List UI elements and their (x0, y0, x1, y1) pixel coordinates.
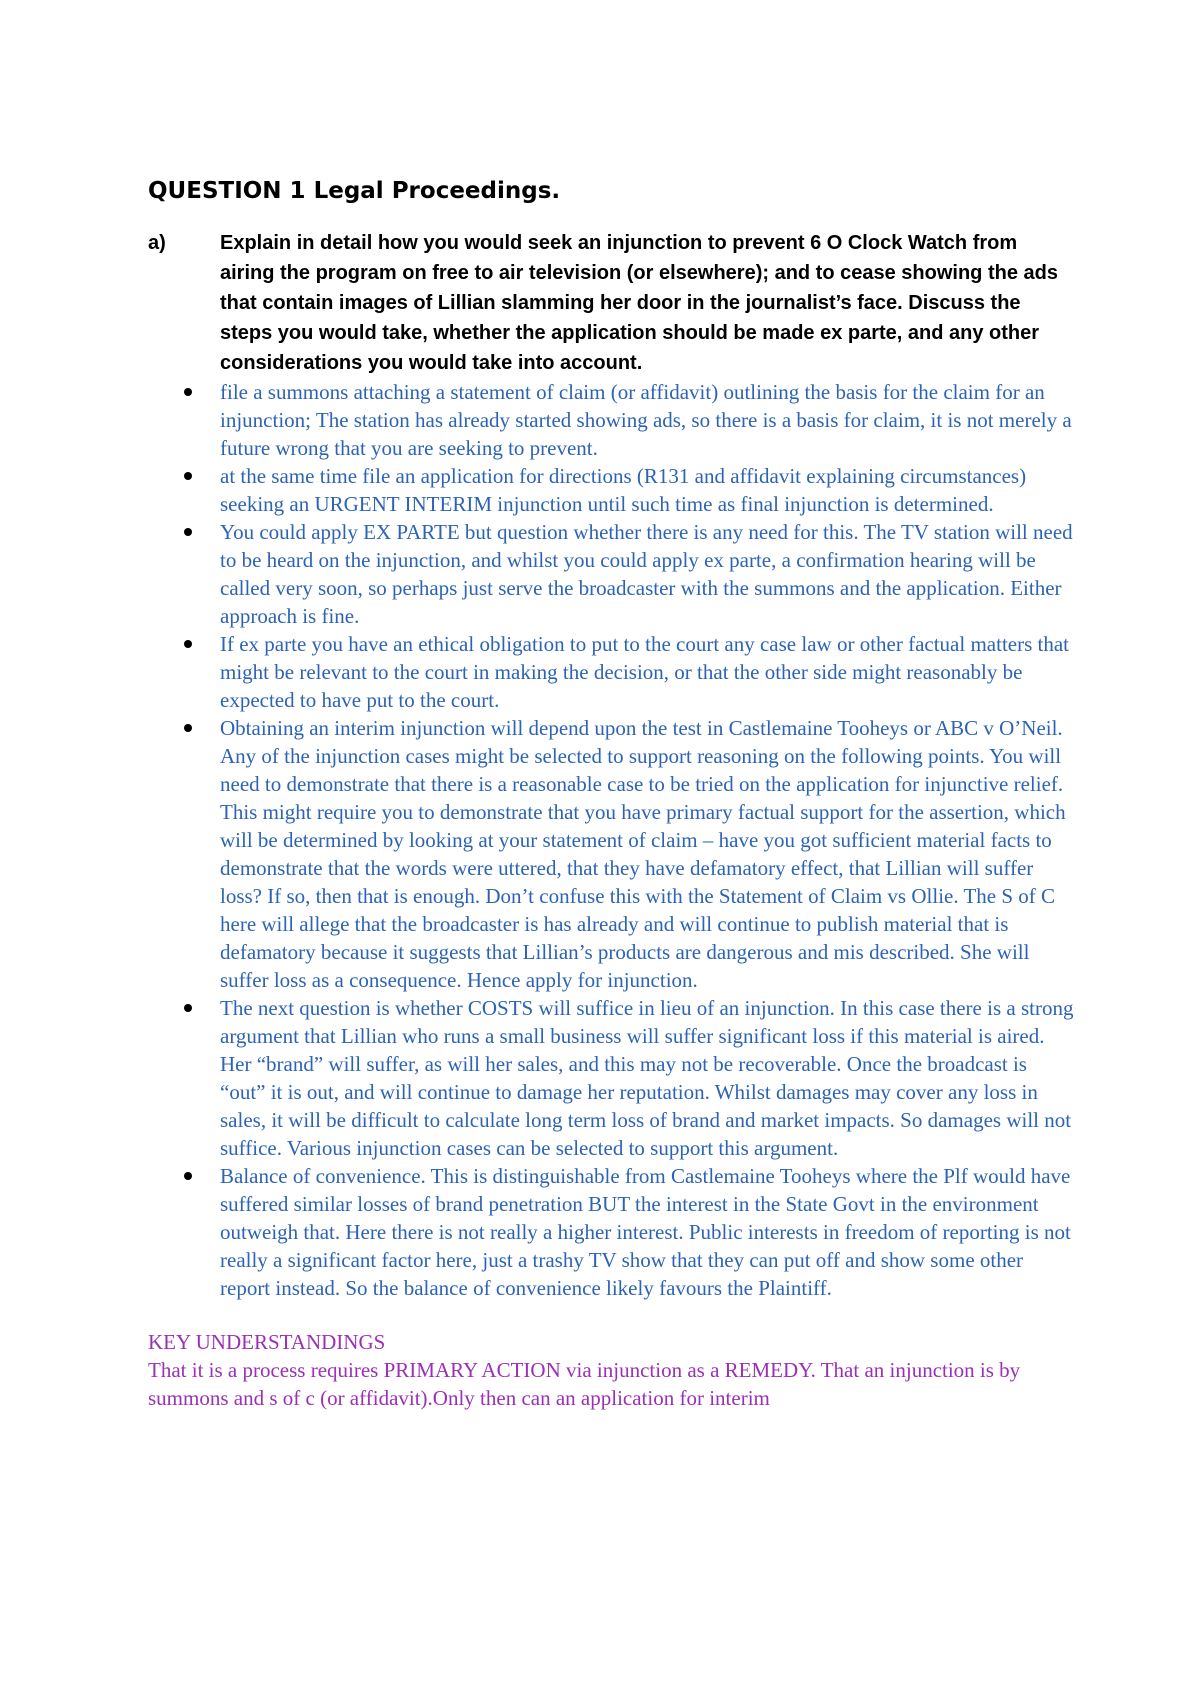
key-understandings-heading: KEY UNDERSTANDINGS (148, 1330, 386, 1354)
document-content (148, 176, 1078, 1412)
question-part-a (148, 228, 1078, 378)
bullet-text: If ex parte you have an ethical obligation to put to the court any case law or other factual matters that might be relevant to the court in making the decision, or that the other side might reasonably be expected to have put to the court. (220, 632, 1070, 712)
bullet-icon (148, 462, 220, 490)
bullet-icon (148, 378, 220, 406)
key-understandings-text: That it is a process requires PRIMARY ACTION via injunction as a REMEDY. That an injunction is by summons and s of c (or affidavit).Only then can an application for interim (148, 1358, 1021, 1410)
list-item (148, 714, 1078, 994)
list-item (148, 630, 1078, 714)
question-title: QUESTION 1 Legal Proceedings. (148, 178, 561, 204)
list-item (148, 518, 1078, 630)
bullet-icon (148, 518, 220, 546)
list-item (148, 378, 1078, 462)
question-part-text: Explain in detail how you would seek an injunction to prevent 6 O Clock Watch from airing the program on free to air television (or elsewhere); and to cease showing the ads that contain images of Lillian slamming her door in the journalist’s face. Discuss the steps you would take, whether the application should be made ex parte, and any other considerations you would take into account. (220, 232, 1058, 374)
bullet-text: You could apply EX PARTE but question whether there is any need for this. The TV station will need to be heard on the injunction, and whilst you could apply ex parte, a confirmation hearing will be called very soon, so perhaps just serve the broadcaster with the summons and the application. Either approach is fine. (220, 520, 1073, 628)
bullet-text: The next question is whether COSTS will suffice in lieu of an injunction. In this case there is a strong argument that Lillian who runs a small business will suffer significant loss if this material is aired. Her “brand” will suffer, as will her sales, and this may not be recoverable. Once the broadcast is “out” it is out, and will continue to damage her reputation. Whilst damages may cover any loss in sales, it will be difficult to calculate long term loss of brand and market impacts. So damages will not suffice. Various injunction cases can be selected to support this argument. (220, 996, 1074, 1160)
question-part-marker: a) (148, 232, 166, 254)
bullet-icon (148, 1162, 220, 1190)
bullet-text: Obtaining an interim injunction will depend upon the test in Castlemaine Tooheys or ABC v O’Neil. Any of the injunction cases might be selected to support reasoning on the following points. You will need to demonstrate that there is a reasonable case to be tried on the application for injunctive relief. This might require you to demonstrate that you have primary factual support for the assertion, which will be determined by looking at your statement of claim – have you got sufficient material facts to demonstrate that the words were uttered, that they have defamatory effect, that Lillian will suffer loss? If so, then that is enough. Don’t confuse this with the Statement of Claim vs Ollie. The S of C here will allege that the broadcaster is has already and will continue to publish material that is defamatory because it suggests that Lillian’s products are dangerous and mis described. She will suffer loss as a consequence. Hence apply for injunction. (220, 716, 1066, 992)
bullet-icon (148, 994, 220, 1022)
bullet-text: at the same time file an application for directions (R131 and affidavit explaining circumstances) seeking an URGENT INTERIM injunction until such time as final injunction is determined. (220, 464, 1027, 516)
bullet-icon (148, 630, 220, 658)
list-item (148, 1162, 1078, 1302)
bullet-text: Balance of convenience. This is distinguishable from Castlemaine Tooheys where the Plf would have suffered similar losses of brand penetration BUT the interest in the State Govt in the environment outweigh that. Here there is not really a higher interest. Public interests in freedom of reporting is not really a significant factor here, just a trashy TV show that they can put off and show some other report instead. So the balance of convenience likely favours the Plaintiff. (220, 1164, 1071, 1300)
list-item (148, 994, 1078, 1162)
bullet-icon (148, 714, 220, 742)
list-item (148, 462, 1078, 518)
answer-bullet-list (148, 378, 1078, 1302)
bullet-text: file a summons attaching a statement of claim (or affidavit) outlining the basis for the claim for an injunction; The station has already started showing ads, so there is a basis for claim, it is not merely a future wrong that you are seeking to prevent. (220, 380, 1072, 460)
